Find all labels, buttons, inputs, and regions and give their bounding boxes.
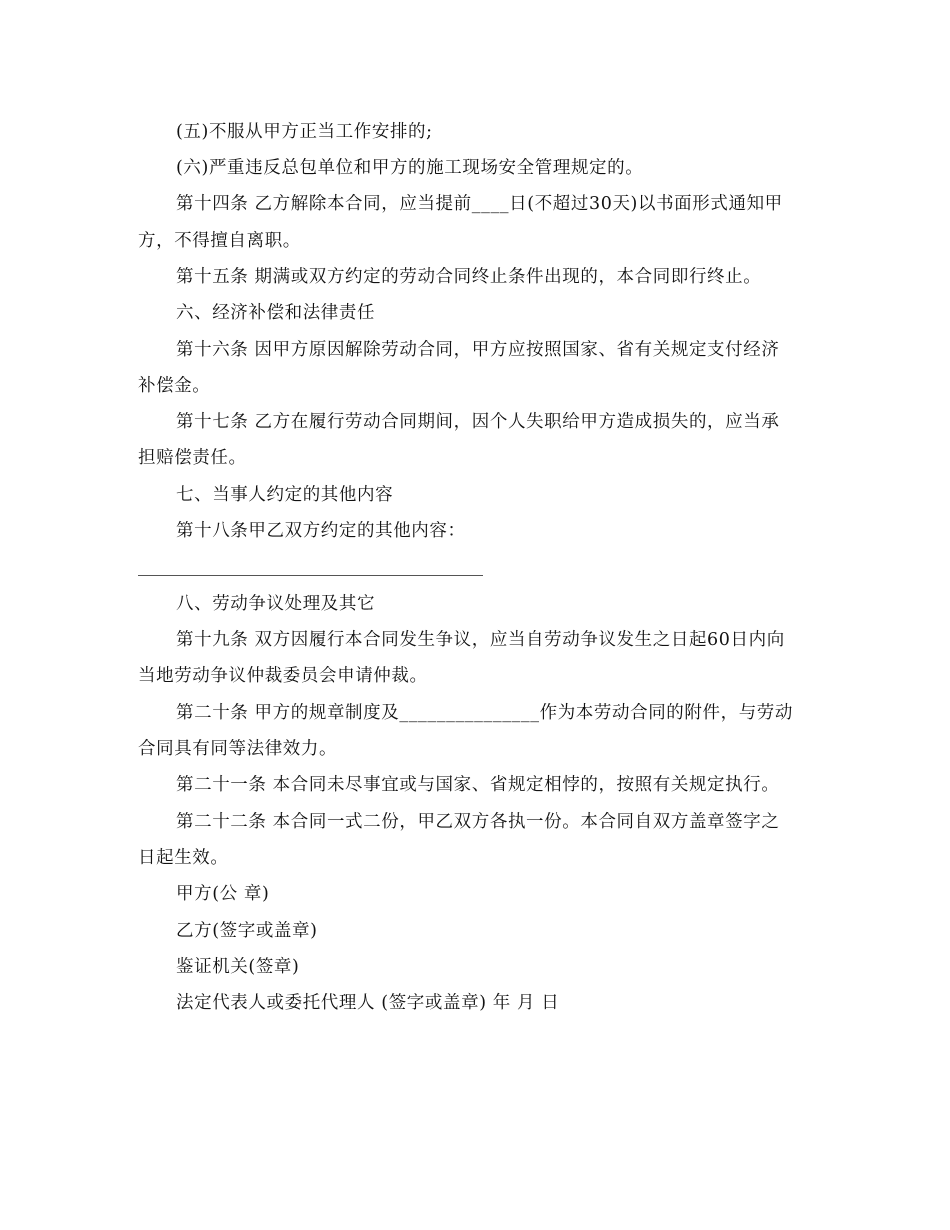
party-b-signature: 乙方(签字或盖章) bbox=[176, 921, 318, 941]
blank-fill-line bbox=[138, 575, 483, 576]
article-21: 第二十一条 本合同未尽事宜或与国家、省规定相悖的，按照有关规定执行。 bbox=[176, 775, 780, 795]
article-16-cont: 补偿金。 bbox=[138, 376, 211, 396]
article-14: 第十四条 乙方解除本合同，应当提前____日(不超过30天)以书面形式通知甲 bbox=[176, 194, 783, 214]
article-16: 第十六条 因甲方原因解除劳动合同，甲方应按照国家、省有关规定支付经济 bbox=[176, 340, 780, 360]
notary-seal: 鉴证机关(签章) bbox=[176, 957, 300, 977]
article-19: 第十九条 双方因履行本合同发生争议，应当自劳动争议发生之日起60日内向 bbox=[176, 630, 785, 650]
clause-line-6: (六)严重违反总包单位和甲方的施工现场安全管理规定的。 bbox=[176, 158, 644, 178]
section-heading-8: 八、劳动争议处理及其它 bbox=[176, 594, 376, 614]
article-20: 第二十条 甲方的规章制度及_______________作为本劳动合同的附件，与劳动 bbox=[176, 703, 794, 723]
clause-line-5: (五)不服从甲方正当工作安排的; bbox=[176, 122, 433, 142]
article-18: 第十八条甲乙双方约定的其他内容： bbox=[176, 521, 466, 541]
article-19-cont: 当地劳动争议仲裁委员会申请仲裁。 bbox=[138, 666, 428, 686]
section-heading-7: 七、当事人约定的其他内容 bbox=[176, 485, 394, 505]
article-14-cont: 方，不得擅自离职。 bbox=[138, 231, 301, 251]
article-22: 第二十二条 本合同一式二份，甲乙双方各执一份。本合同自双方盖章签字之 bbox=[176, 812, 780, 832]
article-20-cont: 合同具有同等法律效力。 bbox=[138, 739, 338, 759]
section-heading-6: 六、经济补偿和法律责任 bbox=[176, 303, 376, 323]
article-22-cont: 日起生效。 bbox=[138, 848, 229, 868]
article-17-cont: 担赔偿责任。 bbox=[138, 448, 247, 468]
article-15: 第十五条 期满或双方约定的劳动合同终止条件出现的，本合同即行终止。 bbox=[176, 267, 762, 287]
article-17: 第十七条 乙方在履行劳动合同期间，因个人失职给甲方造成损失的，应当承 bbox=[176, 412, 780, 432]
representative-signature-date: 法定代表人或委托代理人 (签字或盖章) 年 月 日 bbox=[176, 993, 560, 1013]
party-a-seal: 甲方(公 章) bbox=[176, 884, 270, 904]
